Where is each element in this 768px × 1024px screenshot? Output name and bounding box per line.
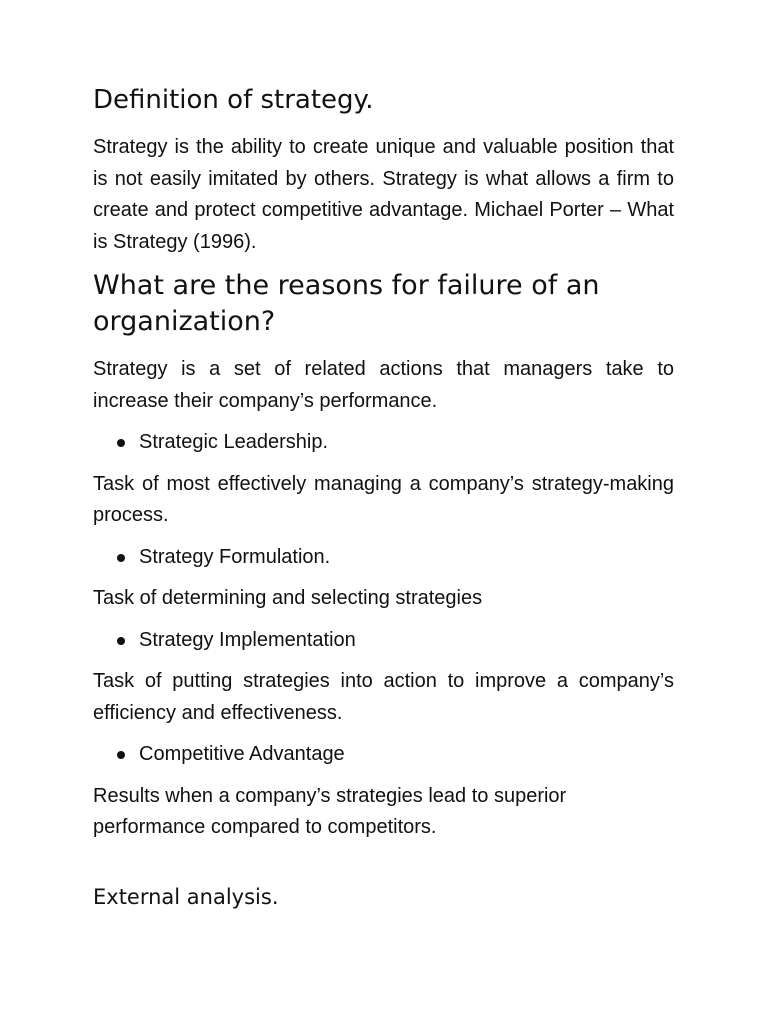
bullet-item — [93, 739, 674, 771]
bullet-label: Competitive Advantage — [139, 743, 345, 765]
heading-failure: What are the reasons for failure of an organization? — [93, 270, 600, 337]
heading-external: External analysis. — [93, 884, 279, 909]
bullet-label: Strategy Formulation. — [139, 545, 331, 568]
bullet-description: Task of determining and selecting strategies — [93, 587, 483, 609]
bullet-description: Task of most effectively managing a company’s strategy-making process. — [93, 472, 674, 526]
paragraph-definition: Strategy is the ability to create unique and valuable position that is not easily imitated by others. Strategy is what allows a firm to create and protect competitive advantage. Michael Porter – What is Strategy (1996). — [93, 136, 674, 253]
bullet-label: Strategic Leadership. — [139, 431, 329, 453]
heading-definition: Definition of strategy. — [93, 85, 374, 115]
bullet-description: Task of putting strategies into action to improve a company’s efficiency and effectiveness. — [93, 670, 674, 724]
bullet-icon — [117, 439, 125, 447]
bullet-label: Strategy Implementation — [139, 628, 356, 651]
bullet-item — [93, 625, 674, 657]
bullet-icon — [117, 554, 125, 562]
bullet-icon — [117, 751, 125, 759]
bullet-description: Results when a company’s strategies lead to superior performance compared to competitors. — [93, 784, 567, 838]
paragraph-intro: Strategy is a set of related actions that managers take to increase their company’s performance. — [93, 358, 674, 412]
spacer — [93, 854, 674, 882]
bullet-icon — [117, 637, 125, 645]
bullet-item — [93, 427, 674, 459]
bullet-item — [93, 542, 674, 574]
document-page — [93, 82, 674, 912]
